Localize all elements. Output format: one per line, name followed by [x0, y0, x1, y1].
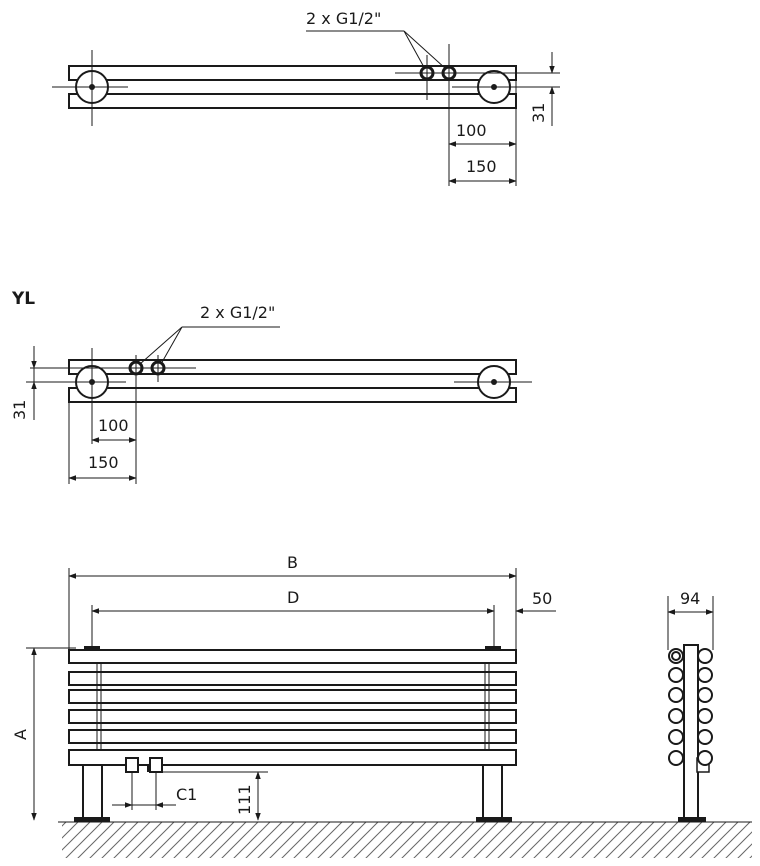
top-view-right-connection — [52, 9, 560, 186]
view-title-yl: YL — [12, 289, 36, 309]
radiator-bar-5 — [69, 730, 516, 743]
valve-1 — [126, 758, 138, 772]
dim-31: 31 — [529, 102, 548, 123]
leg-right — [483, 765, 502, 819]
dim-100: 100 — [98, 416, 129, 435]
radiator-bar-1 — [69, 650, 516, 663]
side-column — [684, 645, 698, 820]
radiator-bar-2 — [69, 672, 516, 685]
radiator-bar-4 — [69, 710, 516, 723]
connection-label: 2 x G1/2" — [200, 303, 276, 322]
dim-150: 150 — [88, 453, 119, 472]
dim-50: 50 — [532, 589, 553, 608]
floor-hatch — [58, 822, 752, 858]
radiator-bar-3 — [69, 690, 516, 703]
leg-left — [83, 765, 102, 819]
connection-label: 2 x G1/2" — [306, 9, 382, 28]
front-view — [11, 553, 556, 822]
valve-2 — [150, 758, 162, 772]
dim-150: 150 — [466, 157, 497, 176]
dim-100: 100 — [456, 121, 487, 140]
dim-D: D — [287, 588, 300, 607]
dim-111: 111 — [235, 784, 254, 815]
dim-B: B — [287, 553, 298, 572]
top-view-yl — [10, 289, 532, 484]
dim-C1: C1 — [176, 785, 198, 804]
side-view — [668, 589, 713, 822]
dim-94: 94 — [680, 589, 701, 608]
dim-A: A — [11, 729, 30, 740]
dim-31: 31 — [10, 399, 29, 420]
